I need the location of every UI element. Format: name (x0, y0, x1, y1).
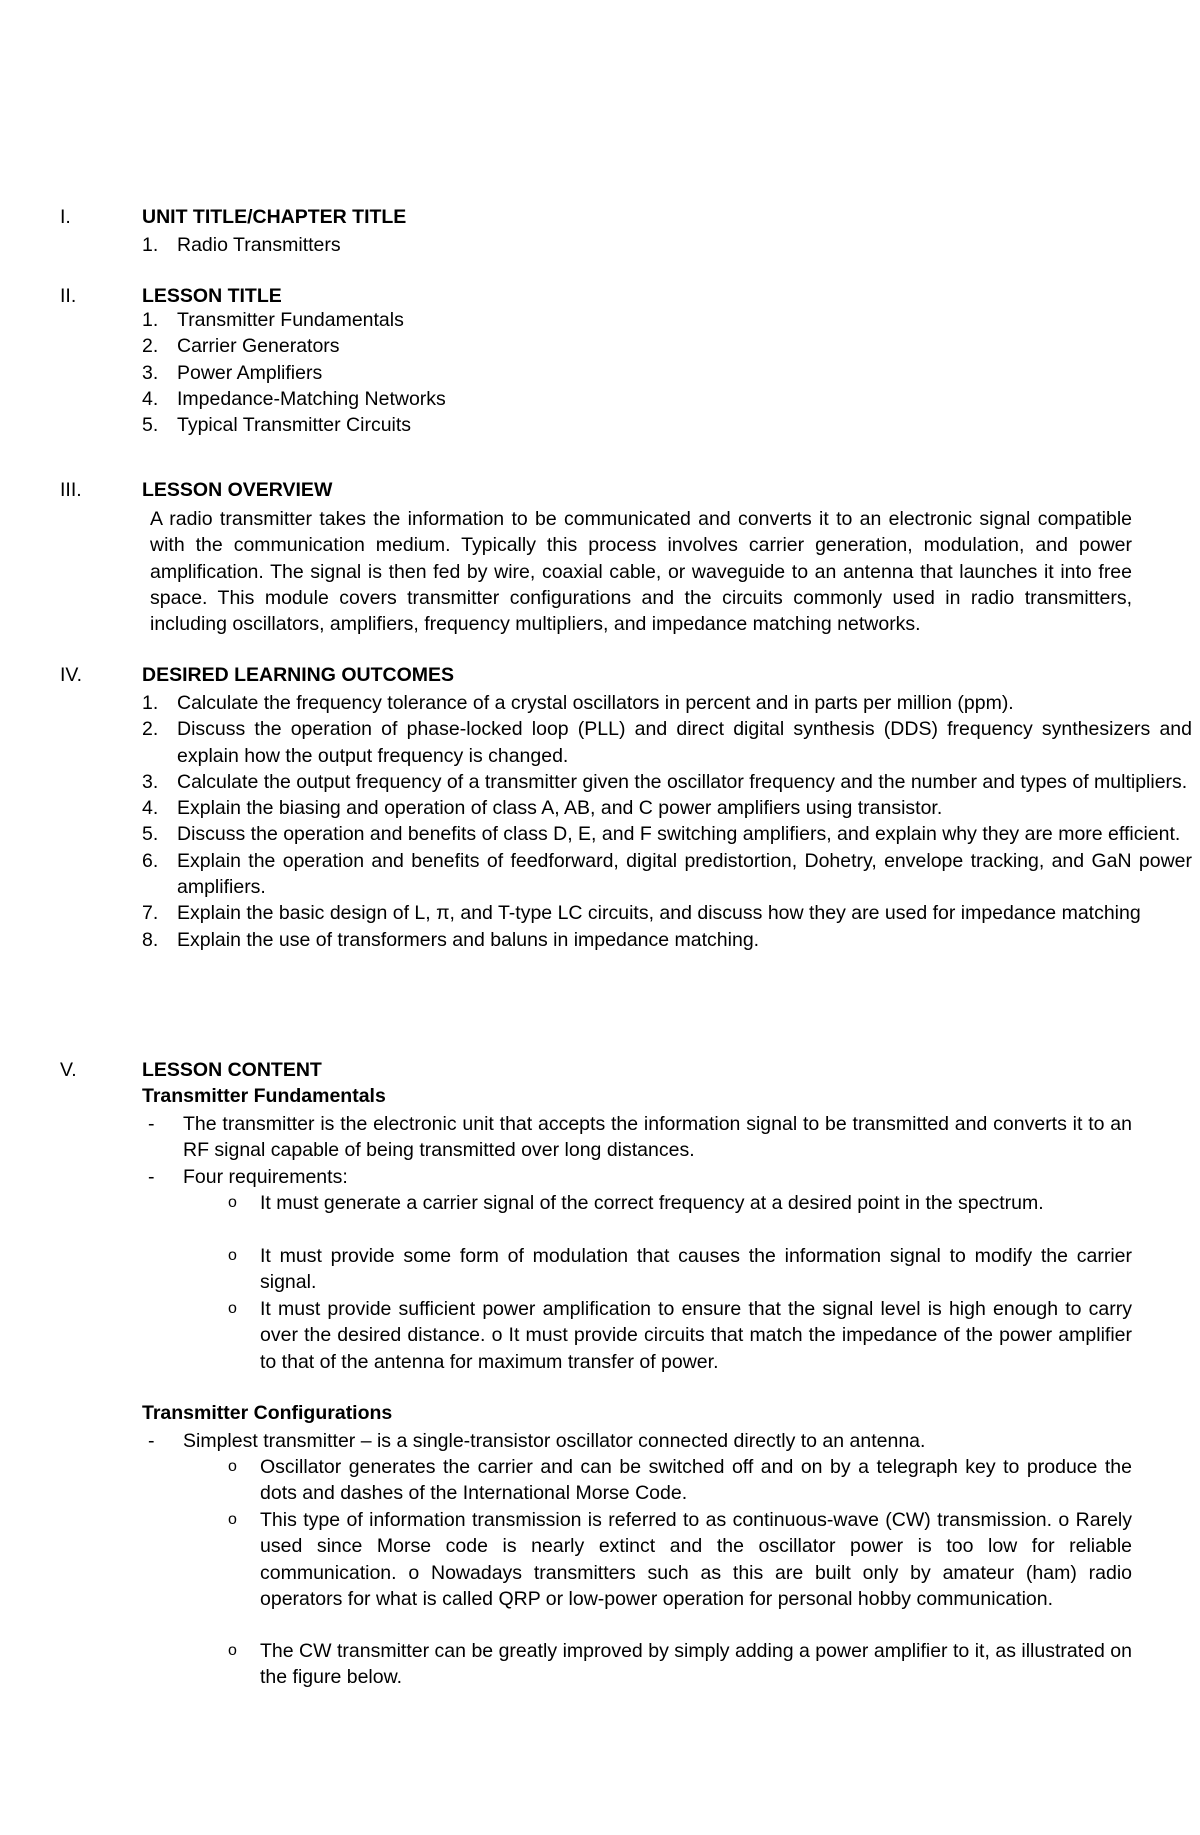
list-item: 3. Power Amplifiers (142, 361, 323, 384)
bullet-o: o The CW transmitter can be greatly improved by simply adding a power amplifier to it, as illustrated on the figure below. (228, 1640, 1132, 1689)
list-item: 4. Explain the biasing and operation of class A, AB, and C power amplifiers using transistor. (142, 797, 943, 820)
bullet-dash: - The transmitter is the electronic unit that accepts the information signal to be transmitted and converts it to an RF signal capable of being transmitted over long distances. (148, 1113, 1132, 1162)
subheading-transmitter-configurations: Transmitter Configurations (142, 1402, 393, 1424)
bullet-o: o Oscillator generates the carrier and can be switched off and on by a telegraph key to produce the dots and dashes of the International Morse Code. (228, 1456, 1132, 1505)
section-numeral: V. (60, 1059, 77, 1081)
section-title: DESIRED LEARNING OUTCOMES (142, 664, 455, 686)
o-marker: o (228, 1300, 237, 1317)
bullet-o: o This type of information transmission is referred to as continuous-wave (CW) transmission. o Rarely used since Morse code is nearly extinct and the oscillator power is too low for reliable communication. o Nowadays transmitters such as this are built only by amateur (ham) radio operators for what is called QRP or low-power operation for personal hobby communication. (228, 1509, 1132, 1610)
o-marker: o (228, 1194, 237, 1211)
bullet-o: o It must provide some form of modulation that causes the information signal to modify the carrier signal. (228, 1245, 1132, 1294)
subheading-transmitter-fundamentals: Transmitter Fundamentals (142, 1085, 386, 1107)
list-item: 4. Impedance-Matching Networks (142, 387, 446, 410)
list-item: 7. Explain the basic design of L, π, and T-type LC circuits, and discuss how they are used for impedance matching (142, 902, 1141, 925)
list-item: 2. Carrier Generators (142, 335, 340, 358)
o-marker: o (228, 1458, 237, 1475)
section-numeral: II. (60, 285, 77, 307)
section-title: LESSON TITLE (142, 285, 282, 307)
list-item: 1. Radio Transmitters (142, 234, 341, 256)
overview-paragraph: A radio transmitter takes the information to be communicated and converts it to an electronic signal compatible with the communication medium. Typically this process involves carrier generation, modulation, and power amplification. The signal is then fed by wire, coaxial cable, or waveguide to an antenna that launches it into free space. This module covers transmitter configurations and the circuits commonly used in radio transmitters, including oscillators, amplifiers, frequency multipliers, and impedance matching networks. (150, 508, 1132, 636)
o-marker: o (228, 1642, 237, 1659)
list-item: 6. Explain the operation and benefits of feedforward, digital predistortion, Dohetry, envelope tracking, and GaN power amplifiers. (142, 849, 1192, 899)
dash-marker: - (148, 1166, 155, 1188)
dash-marker: - (148, 1113, 155, 1135)
section-numeral: IV. (60, 664, 83, 686)
section-numeral: I. (60, 206, 71, 228)
bullet-o: o It must provide sufficient power amplification to ensure that the signal level is high enough to carry over the desired distance. o It must provide circuits that match the impedance of the power amplifier to that of the antenna for maximum transfer of power. (228, 1298, 1132, 1373)
dash-marker: - (148, 1430, 155, 1452)
lesson-list (142, 307, 1142, 438)
list-item: 2. Discuss the operation of phase-locked loop (PLL) and direct digital synthesis (DDS) frequency synthesizers and explain how the output frequency is changed. (142, 718, 1192, 767)
list-item: 5. Typical Transmitter Circuits (142, 414, 412, 437)
list-item: 1. Transmitter Fundamentals (142, 309, 404, 331)
section-title: UNIT TITLE/CHAPTER TITLE (142, 206, 407, 228)
section-title: LESSON CONTENT (142, 1059, 322, 1081)
list-item: 5. Discuss the operation and benefits of class D, E, and F switching amplifiers, and explain why they are more efficient. (142, 823, 1181, 846)
bullet-o: o It must generate a carrier signal of the correct frequency at a desired point in the spectrum. (228, 1190, 1132, 1216)
list-item: 8. Explain the use of transformers and baluns in impedance matching. (142, 928, 760, 951)
section-numeral: III. (60, 479, 82, 501)
unit-list (142, 232, 1142, 258)
list-item: 1. Calculate the frequency tolerance of a crystal oscillators in percent and in parts per million (ppm). (142, 692, 1014, 714)
outcomes-list (142, 690, 1192, 953)
list-item: 3. Calculate the output frequency of a transmitter given the oscillator frequency and the number and types of multipliers. (142, 770, 1188, 793)
o-marker: o (228, 1247, 237, 1264)
bullet-dash: - Simplest transmitter – is a single-transistor oscillator connected directly to an antenna. (148, 1428, 1132, 1454)
o-marker: o (228, 1511, 237, 1528)
bullet-dash: - Four requirements: (148, 1164, 1132, 1190)
section-title: LESSON OVERVIEW (142, 479, 333, 501)
